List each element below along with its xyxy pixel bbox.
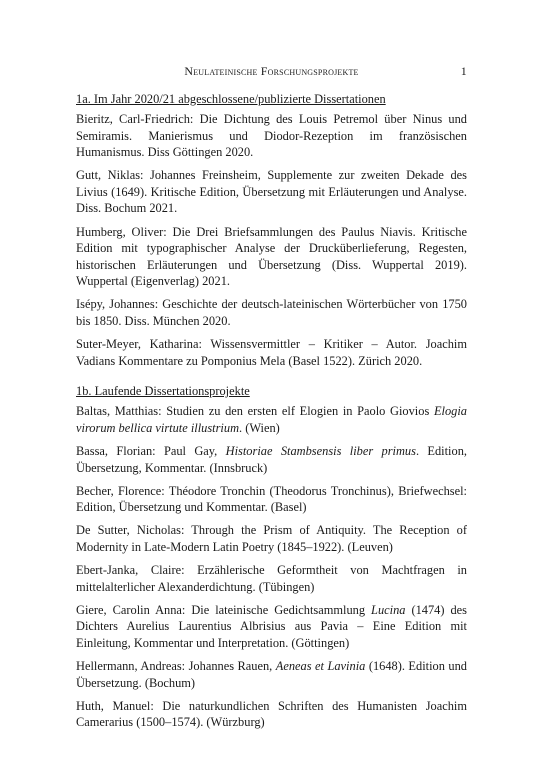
entry-text: . Edition, Übersetzung, Kommentar. (Innsbruck) <box>76 444 467 475</box>
section-heading: 1b. Laufende Dissertationsprojekte <box>76 384 250 399</box>
entry-text: Isépy, Johannes: Geschichte der deutsch-lateinischen Wörterbücher von 1750 bis 1850. Diss. München 2020. <box>76 297 467 329</box>
bibliography-entry <box>76 443 467 476</box>
entry-title-italic: Elogia virorum bellica virtute illustrium <box>76 404 467 435</box>
entry-title-italic: Lucina <box>371 602 406 617</box>
bibliography-entry <box>76 483 467 516</box>
bibliography-entry <box>76 111 467 161</box>
entry-text: Hellermann, Andreas: Johannes Rauen, <box>76 659 276 674</box>
entry-text: Giere, Carolin Anna: Die lateinische Gedichtsammlung <box>76 602 372 617</box>
entry-text: Baltas, Matthias: Studien zu den ersten elf Elogien in Paolo Giovios <box>76 404 434 419</box>
entry-text: Gutt, Niklas: Johannes Freinsheim, Supplemente zur zweiten Dekade des Livius (1649). Kritische Edition, Übersetzung mit Erläuterungen und Analyse. Diss. Bochum 2021. <box>76 168 467 216</box>
entry-text: . (Wien) <box>239 420 280 435</box>
bibliography-entry <box>76 224 467 290</box>
entry-text: Bassa, Florian: Paul Gay, <box>76 444 226 458</box>
bibliography-entry <box>76 658 467 691</box>
bibliography-entry <box>76 403 467 436</box>
page-number: 1 <box>460 64 467 78</box>
entry-text: Becher, Florence: Théodore Tronchin (Theodorus Tronchinus), Briefwechsel: Edition, Übersetzung und Kommentar. (Basel) <box>76 483 467 515</box>
entry-text: Bieritz, Carl-Friedrich: Die Dichtung des Louis Petremol über Ninus und Semiramis. Manierismus und Diodor-Rezeption im französischen Humanismus. Diss Göttingen 2020. <box>76 112 467 160</box>
entry-text: (1474) des Dichters Aurelius Laurentius Albrisius aus Pavia – Eine Edition mit Einleitung, Kommentar und Interpretation. (Göttingen) <box>76 602 467 650</box>
running-header <box>76 62 467 80</box>
section-heading: 1a. Im Jahr 2020/21 abgeschlossene/publizierte Dissertationen <box>76 92 386 106</box>
bibliography-entry <box>76 562 467 595</box>
entry-text: Suter-Meyer, Katharina: Wissensvermittler – Kritiker – Autor. Joachim Vadians Kommentare zu Pomponius Mela (Basel 1522). Zürich 2020. <box>76 337 467 368</box>
entry-text: (1648). Edition und Übersetzung. (Bochum) <box>76 659 467 690</box>
document-body <box>76 91 467 731</box>
bibliography-entry <box>76 522 467 555</box>
bibliography-entry <box>76 296 467 329</box>
document-page <box>76 62 467 737</box>
bibliography-entry <box>76 602 467 652</box>
bibliography-entry <box>76 336 467 369</box>
bibliography-entry <box>76 698 467 731</box>
entry-text: De Sutter, Nicholas: Through the Prism of Antiquity. The Reception of Modernity in Late-Modern Latin Poetry (1845–1922). (Leuven) <box>76 523 467 554</box>
bibliography-entry <box>76 167 467 217</box>
entry-text: Huth, Manuel: Die naturkundlichen Schriften des Humanisten Joachim Camerarius (1500–1574). (Würzburg) <box>76 698 467 730</box>
header-title: Neulateinische Forschungsprojekte <box>184 64 359 78</box>
entry-title-italic: Aeneas et Lavinia <box>275 659 366 674</box>
entry-text: Ebert-Janka, Claire: Erzählerische Geformtheit von Machtfragen in mittelalterlicher Alexanderdichtung. (Tübingen) <box>76 563 467 594</box>
entry-title-italic: Historiae Stambsensis liber primus <box>225 444 416 458</box>
entry-text: Humberg, Oliver: Die Drei Briefsammlungen des Paulus Niavis. Kritische Edition mit typographischer Analyse der Drucküberlieferung, Regesten, historischen Erläuterungen und Übersetzung (Diss. Wuppertal 2019). Wuppertal (Eigenverlag) 2021. <box>76 224 467 289</box>
